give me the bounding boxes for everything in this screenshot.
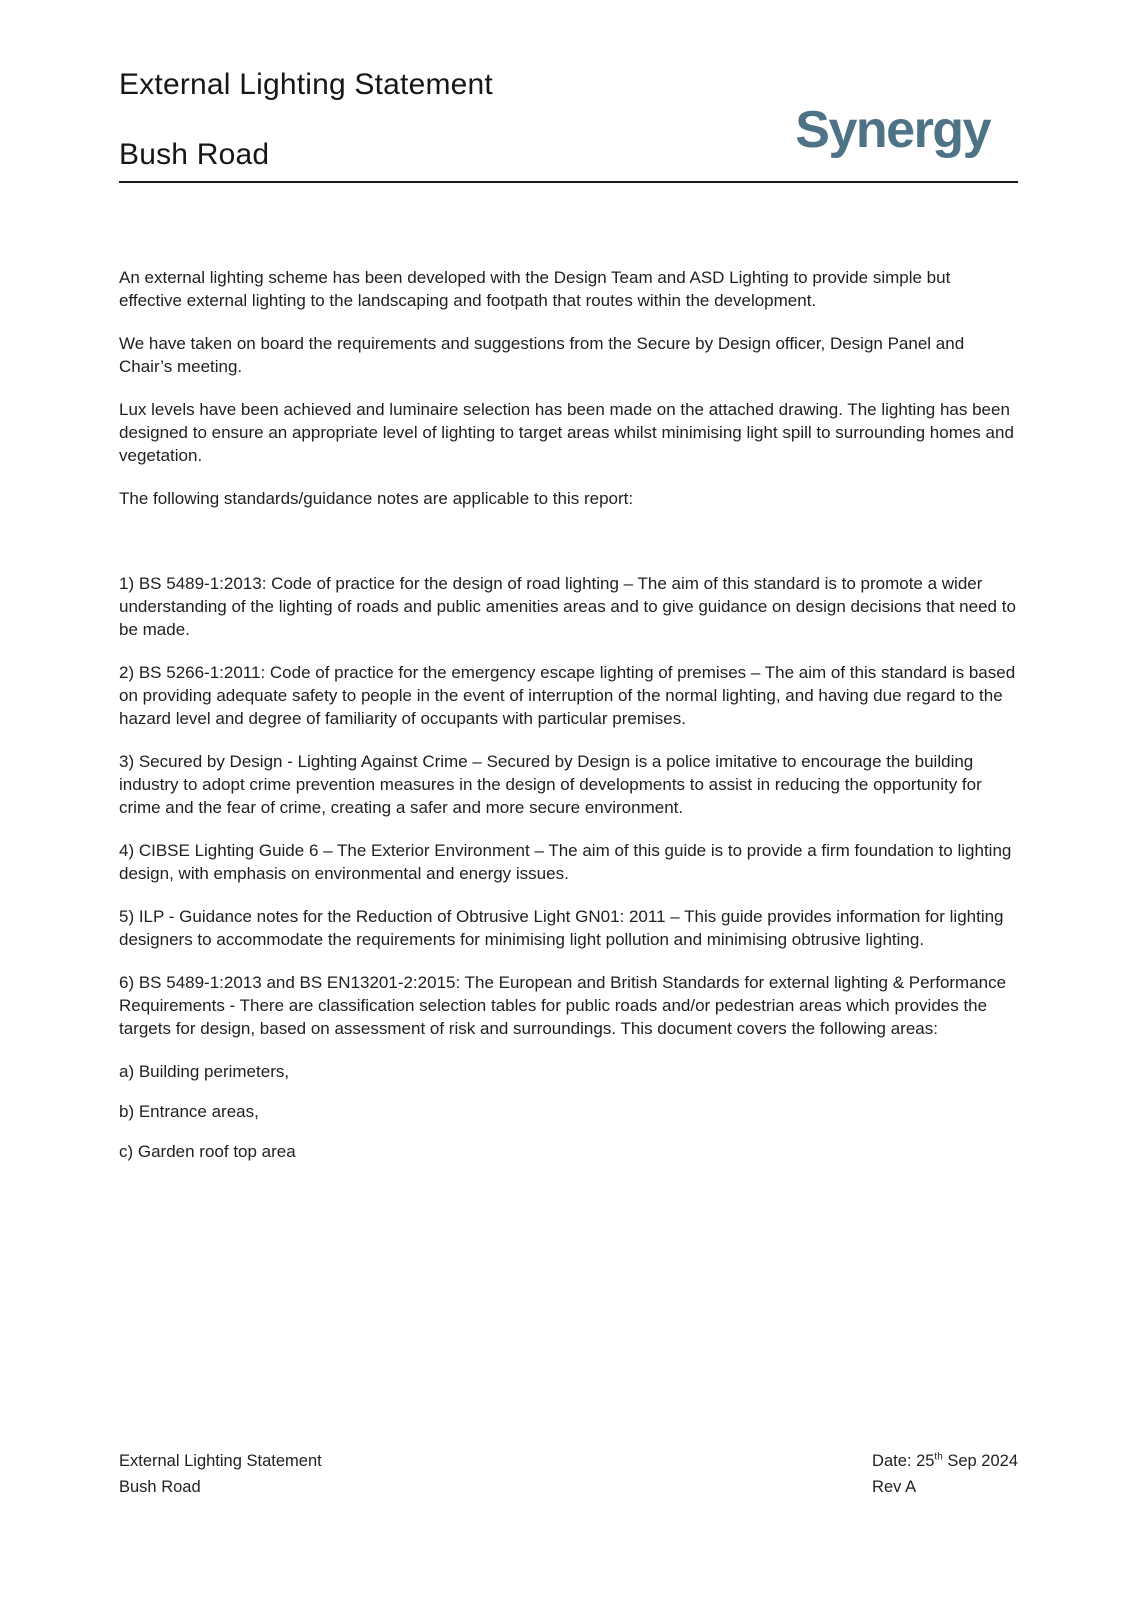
footer-date-prefix: Date: 25 bbox=[872, 1452, 935, 1470]
footer-date-suffix: Sep 2024 bbox=[942, 1452, 1018, 1470]
standard-item-2: 2) BS 5266-1:2011: Code of practice for the emergency escape lighting of premises – The aim of this standard is based on providing adequate safety to people in the event of interruption of the normal lighting, and having due regard to the hazard level and degree of familiarity of occupants with particular premises. bbox=[119, 663, 1016, 728]
document-header bbox=[119, 0, 1018, 183]
area-item-b: b) Entrance areas, bbox=[119, 1102, 259, 1121]
standard-item-6: 6) BS 5489-1:2013 and BS EN13201-2:2015: The European and British Standards for external lighting & Performance Requirements - There are classification selection tables for public roads and/or pedestrian areas which provides the targets for design, based on assessment of risk and surroundings. This document covers the following areas: bbox=[119, 973, 1007, 1038]
standards-list bbox=[119, 572, 1018, 1040]
blank-line bbox=[119, 530, 1018, 572]
document-body bbox=[119, 266, 1018, 1180]
area-item-c: c) Garden roof top area bbox=[119, 1142, 296, 1161]
footer-revision: Rev A bbox=[872, 1478, 917, 1496]
paragraph-intro-1: An external lighting scheme has been developed with the Design Team and ASD Lighting to provide simple but effective external lighting to the landscaping and footpath that routes within the development. bbox=[119, 268, 951, 310]
page-title: External Lighting Statement bbox=[119, 68, 493, 101]
footer-doc-title: External Lighting Statement bbox=[119, 1452, 322, 1470]
area-item-a: a) Building perimeters, bbox=[119, 1062, 290, 1081]
footer-left bbox=[119, 1448, 322, 1500]
standard-item-3: 3) Secured by Design - Lighting Against Crime – Secured by Design is a police imitative to encourage the building industry to adopt crime prevention measures in the design of developments to assist in reducing the opportunity for crime and the fear of crime, creating a safer and more secure environment. bbox=[119, 752, 982, 817]
footer-date-ordinal: th bbox=[934, 1451, 943, 1463]
standard-item-5: 5) ILP - Guidance notes for the Reduction of Obtrusive Light GN01: 2011 – This guide provides information for lighting designers to accommodate the requirements for minimising light pollution and minimising obtrusive lighting. bbox=[119, 907, 1004, 949]
document-footer bbox=[119, 1448, 1018, 1500]
paragraph-intro-2: We have taken on board the requirements and suggestions from the Secure by Design officer, Design Panel and Chair’s meeting. bbox=[119, 334, 965, 376]
standard-item-1: 1) BS 5489-1:2013: Code of practice for the design of road lighting – The aim of this standard is to promote a wider understanding of the lighting of roads and public amenities areas and to give guidance on design decisions that need to be made. bbox=[119, 574, 1016, 639]
page-subtitle: Bush Road bbox=[119, 138, 270, 171]
footer-right bbox=[872, 1448, 1018, 1500]
footer-date bbox=[872, 1448, 1018, 1474]
paragraph-standards-intro: The following standards/guidance notes are applicable to this report: bbox=[119, 489, 634, 508]
areas-list bbox=[119, 1060, 1018, 1163]
synergy-logo: Synergy bbox=[795, 101, 990, 159]
paragraph-intro-3: Lux levels have been achieved and luminaire selection has been made on the attached drawing. The lighting has been designed to ensure an appropriate level of lighting to target areas whilst minimising light spill to surrounding homes and vegetation. bbox=[119, 400, 1014, 465]
footer-doc-subtitle: Bush Road bbox=[119, 1478, 201, 1496]
standard-item-4: 4) CIBSE Lighting Guide 6 – The Exterior Environment – The aim of this guide is to provide a firm foundation to lighting design, with emphasis on environmental and energy issues. bbox=[119, 841, 1012, 883]
